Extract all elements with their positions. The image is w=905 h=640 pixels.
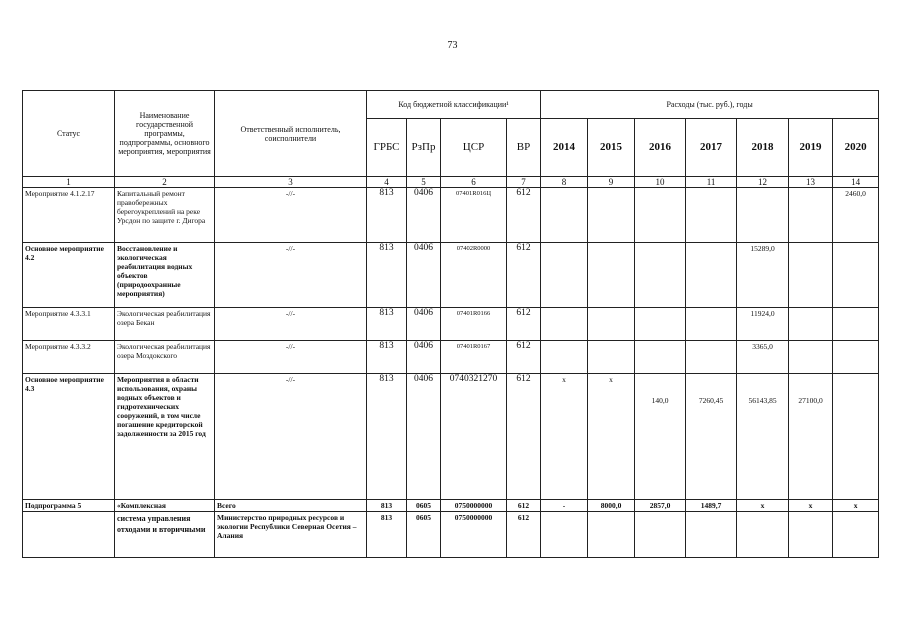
amount-2018 (737, 188, 789, 243)
header-rzpr: РзПр (407, 119, 441, 177)
csr-cell: 0750000000 (441, 512, 507, 558)
status-cell (23, 512, 115, 558)
vr-cell: 612 (507, 512, 541, 558)
status-cell: Основное мероприятие 4.3 (23, 374, 115, 500)
column-number: 4 (367, 177, 407, 188)
amount-2019 (789, 243, 833, 308)
amount-2020: х (833, 500, 879, 512)
executor-cell: Всего (215, 500, 367, 512)
name-cell: Экологическая реабилитация озера Моздокского (115, 341, 215, 374)
amount-2018: х (737, 500, 789, 512)
amount-2016 (635, 243, 686, 308)
column-number: 6 (441, 177, 507, 188)
amount-2015 (588, 341, 635, 374)
csr-cell: 07402R0000 (441, 243, 507, 308)
executor-cell: -//- (215, 188, 367, 243)
column-number: 2 (115, 177, 215, 188)
column-number: 11 (686, 177, 737, 188)
executor-cell: -//- (215, 308, 367, 341)
csr-cell: 0740321270 (441, 374, 507, 500)
grbs-cell: 813 (367, 500, 407, 512)
header-year: 2016 (635, 119, 686, 177)
rzpr-cell: 0605 (407, 512, 441, 558)
vr-cell: 612 (507, 308, 541, 341)
status-cell: Мероприятие 4.1.2.17 (23, 188, 115, 243)
amount-2017: 1489,7 (686, 500, 737, 512)
amount-2019 (789, 188, 833, 243)
amount-2020: 2460,0 (833, 188, 879, 243)
grbs-cell: 813 (367, 341, 407, 374)
column-number: 10 (635, 177, 686, 188)
executor-cell: -//- (215, 374, 367, 500)
name-cell: Восстановление и экологическая реабилитация водных объектов (природоохранные мероприятия) (115, 243, 215, 308)
amount-2014 (541, 512, 588, 558)
amount-2014 (541, 243, 588, 308)
amount-2018 (737, 512, 789, 558)
status-cell: Мероприятие 4.3.3.2 (23, 341, 115, 374)
header-expenses-group: Расходы (тыс. руб.), годы (541, 91, 879, 119)
executor-cell: Министерство природных ресурсов и экологии Республики Северная Осетия – Алания (215, 512, 367, 558)
amount-2016 (635, 341, 686, 374)
amount-2016: 140,0 (635, 374, 686, 500)
amount-2016 (635, 188, 686, 243)
vr-cell: 612 (507, 500, 541, 512)
column-number: 9 (588, 177, 635, 188)
amount-2017 (686, 188, 737, 243)
column-number: 7 (507, 177, 541, 188)
grbs-cell: 813 (367, 308, 407, 341)
amount-2019 (789, 308, 833, 341)
column-number: 13 (789, 177, 833, 188)
amount-2015: х (588, 374, 635, 500)
executor-cell: -//- (215, 341, 367, 374)
grbs-cell: 813 (367, 188, 407, 243)
amount-2017 (686, 243, 737, 308)
header-executor: Ответственный исполнитель, соисполнители (215, 91, 367, 177)
amount-2018: 3365,0 (737, 341, 789, 374)
table-row (23, 308, 879, 341)
header-vr: ВР (507, 119, 541, 177)
table-row (23, 500, 879, 512)
amount-2019: 27100,0 (789, 374, 833, 500)
header-year: 2020 (833, 119, 879, 177)
amount-2018: 56143,85 (737, 374, 789, 500)
rzpr-cell: 0605 (407, 500, 441, 512)
page-number: 73 (447, 40, 458, 51)
header-year: 2017 (686, 119, 737, 177)
amount-2014 (541, 308, 588, 341)
amount-2014 (541, 188, 588, 243)
amount-2018: 15289,0 (737, 243, 789, 308)
header-status: Статус (23, 91, 115, 177)
budget-table (22, 90, 879, 558)
name-cell: Капитальный ремонт правобережных берегоукреплений на реке Урсдон по защите г. Дигора (115, 188, 215, 243)
header-year: 2015 (588, 119, 635, 177)
executor-cell: -//- (215, 243, 367, 308)
amount-2020 (833, 308, 879, 341)
header-csr: ЦСР (441, 119, 507, 177)
column-number: 14 (833, 177, 879, 188)
amount-2018: 11924,0 (737, 308, 789, 341)
amount-2015: 8000,0 (588, 500, 635, 512)
amount-2016 (635, 512, 686, 558)
amount-2014 (541, 341, 588, 374)
vr-cell: 612 (507, 341, 541, 374)
amount-2020 (833, 341, 879, 374)
column-number: 5 (407, 177, 441, 188)
grbs-cell: 813 (367, 374, 407, 500)
rzpr-cell: 0406 (407, 243, 441, 308)
amount-2017: 7260,45 (686, 374, 737, 500)
column-number-row (23, 177, 879, 188)
amount-2020 (833, 243, 879, 308)
csr-cell: 07401R0166 (441, 308, 507, 341)
name-cell: «Комплексная (115, 500, 215, 512)
amount-2015 (588, 243, 635, 308)
grbs-cell: 813 (367, 512, 407, 558)
name-cell: система управления отходами и вторичными (115, 512, 215, 558)
header-grbs: ГРБС (367, 119, 407, 177)
table-row (23, 243, 879, 308)
csr-cell: 0750000000 (441, 500, 507, 512)
header-codes-group: Код бюджетной классификации¹ (367, 91, 541, 119)
amount-2016: 2857,0 (635, 500, 686, 512)
amount-2019: х (789, 500, 833, 512)
amount-2016 (635, 308, 686, 341)
amount-2015 (588, 512, 635, 558)
vr-cell: 612 (507, 374, 541, 500)
rzpr-cell: 0406 (407, 341, 441, 374)
rzpr-cell: 0406 (407, 188, 441, 243)
amount-2020 (833, 374, 879, 500)
amount-2017 (686, 512, 737, 558)
amount-2019 (789, 341, 833, 374)
status-cell: Подпрограмма 5 (23, 500, 115, 512)
column-number: 8 (541, 177, 588, 188)
amount-2019 (789, 512, 833, 558)
table-row (23, 374, 879, 500)
amount-2014: - (541, 500, 588, 512)
amount-2017 (686, 308, 737, 341)
amount-2017 (686, 341, 737, 374)
rzpr-cell: 0406 (407, 374, 441, 500)
name-cell: Мероприятия в области использования, охраны водных объектов и гидротехнических сооружений, в том числе погашение кредиторской задолженности за 2015 год (115, 374, 215, 500)
table-row (23, 512, 879, 558)
column-number: 3 (215, 177, 367, 188)
header-name: Наименование государственной программы, подпрограммы, основного мероприятия, мероприятия (115, 91, 215, 177)
rzpr-cell: 0406 (407, 308, 441, 341)
header-year: 2014 (541, 119, 588, 177)
vr-cell: 612 (507, 188, 541, 243)
csr-cell: 07401R0167 (441, 341, 507, 374)
status-cell: Мероприятие 4.3.3.1 (23, 308, 115, 341)
csr-cell: 07401R016Ц (441, 188, 507, 243)
status-cell: Основное мероприятие 4.2 (23, 243, 115, 308)
vr-cell: 612 (507, 243, 541, 308)
name-cell: Экологическая реабилитация озера Бекан (115, 308, 215, 341)
table-row (23, 341, 879, 374)
amount-2014: х (541, 374, 588, 500)
amount-2015 (588, 188, 635, 243)
header-year: 2018 (737, 119, 789, 177)
column-number: 12 (737, 177, 789, 188)
column-number: 1 (23, 177, 115, 188)
header-year: 2019 (789, 119, 833, 177)
amount-2015 (588, 308, 635, 341)
table-row (23, 188, 879, 243)
amount-2020 (833, 512, 879, 558)
grbs-cell: 813 (367, 243, 407, 308)
